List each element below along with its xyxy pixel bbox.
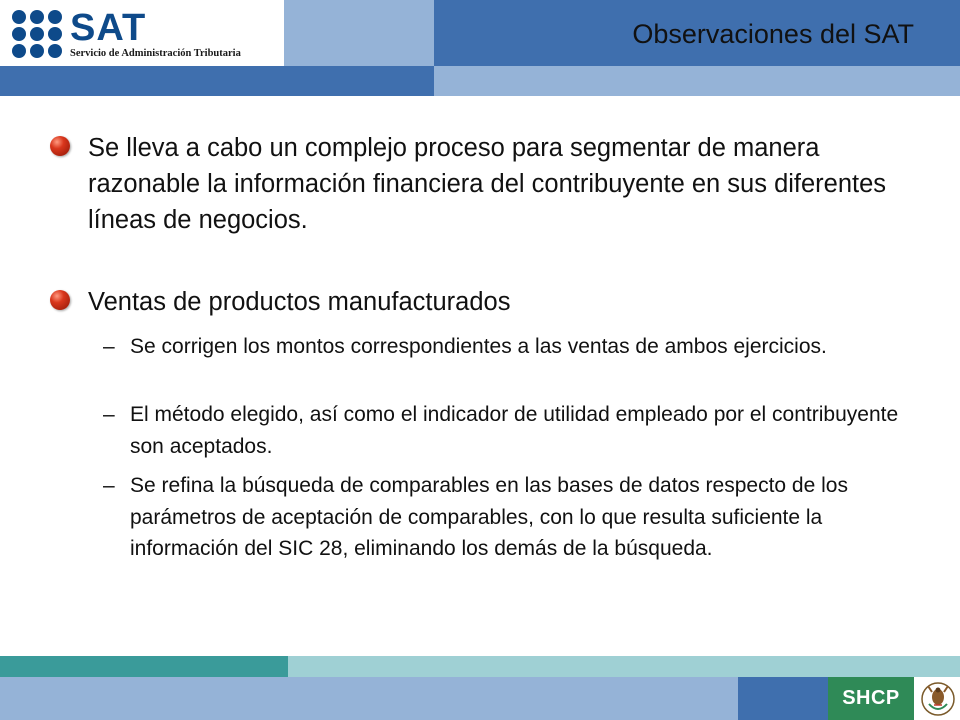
- slide-footer: [0, 656, 960, 720]
- shcp-logo: SHCP: [828, 677, 914, 720]
- slide-title: Observaciones del SAT: [632, 19, 914, 49]
- sat-dots-icon: [10, 9, 64, 59]
- logo-wordmark: SAT: [70, 7, 147, 49]
- dash-marker: –: [103, 403, 115, 426]
- red-ball-bullet-icon: [50, 136, 70, 156]
- footer-stripe-light-teal: [288, 656, 960, 677]
- seal-container: [914, 677, 960, 720]
- bullet-text: Ventas de productos manufacturados: [88, 288, 511, 316]
- sub-bullet-text: Se corrigen los montos correspondientes a las ventas de ambos ejercicios.: [130, 335, 827, 358]
- footer-stripe-teal: [0, 656, 288, 677]
- footer-band-light: [0, 677, 738, 720]
- sub-bullet-text: El método elegido, así como el indicador de utilidad empleado por el contribuyente son aceptados.: [130, 403, 899, 458]
- red-ball-bullet-icon: [50, 290, 70, 310]
- mexico-coat-of-arms-icon: [920, 680, 956, 718]
- logo-subtitle: Servicio de Administración Tributaria: [70, 48, 241, 59]
- slide-header: [0, 0, 960, 96]
- dash-marker: –: [103, 335, 115, 358]
- slide-content: [0, 96, 960, 656]
- bullet-text: Se lleva a cabo un complejo proceso para segmentar de manera razonable la información financiera del contribuyente en sus diferentes líneas de negocios.: [88, 134, 887, 234]
- header-stripe-dark: [0, 66, 434, 96]
- header-stripe-light: [434, 66, 960, 96]
- sub-bullet-text: Se refina la búsqueda de comparables en las bases de datos respecto de los parámetros de aceptación de comparables, con lo que resulta suficiente la información del SIC 28, eliminando los demás de la búsqueda.: [130, 474, 848, 560]
- sat-logo: [0, 0, 284, 66]
- header-band-light: [284, 0, 434, 66]
- dash-marker: –: [103, 474, 115, 497]
